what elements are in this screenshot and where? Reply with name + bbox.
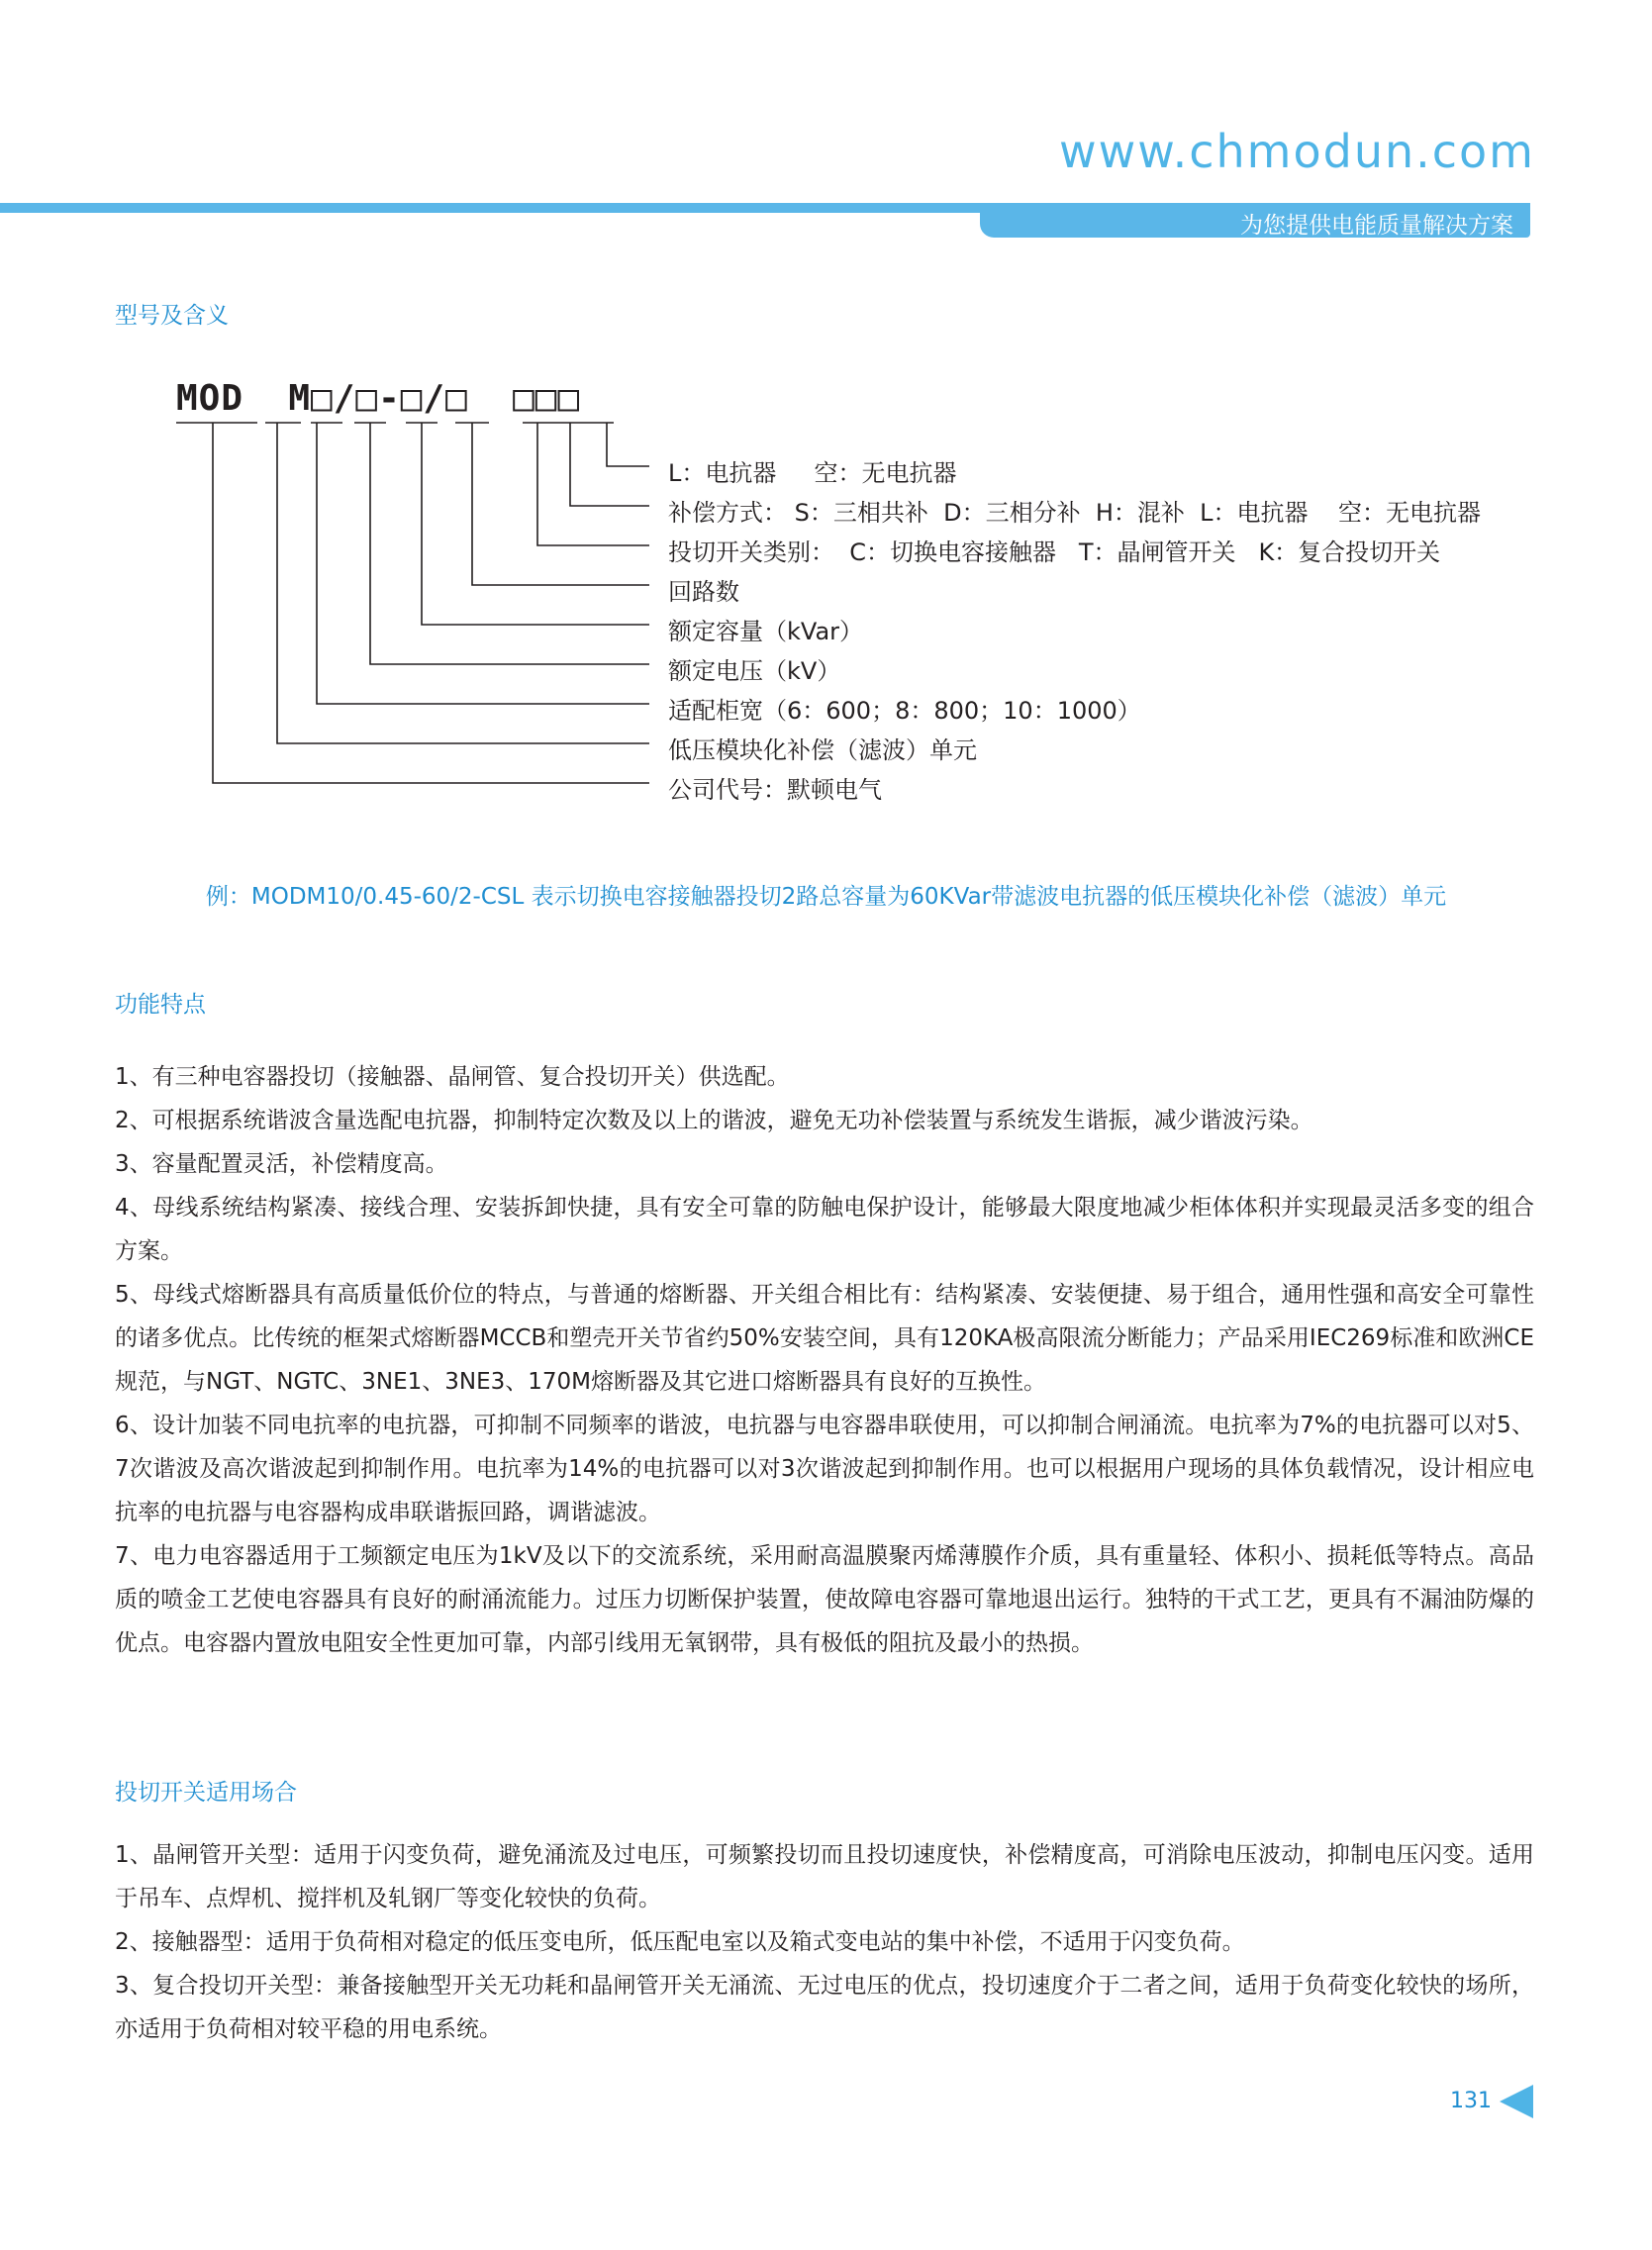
feature-item: 6、设计加装不同电抗率的电抗器，可抑制不同频率的谐波，电抗器与电容器串联使用，可以抑制合闸涌流。电抗率为7%的电抗器可以对5、7次谐波及高次谐波起到抑制作用。电抗率为14%的电抗器可以对3次谐波起到抑制作用。也可以根据用户现场的具体负载情况，设计相应电抗率的电抗器与电容器构成串联谐振回路，调谐滤波。 (115, 1413, 1534, 1525)
tagline: 为您提供电能质量解决方案 (1240, 213, 1513, 239)
legend-circuits: 回路数 (668, 578, 739, 606)
leader-width (317, 423, 649, 704)
legend-switch-type: 投切开关类别： C：切换电容接触器 T：晶闸管开关 K：复合投切开关 (668, 538, 1441, 566)
leader-module (277, 423, 649, 743)
page-arrow-icon (1500, 2085, 1533, 2118)
leader-capacity (422, 423, 649, 625)
application-item: 3、复合投切开关型：兼备接触型开关无功耗和晶闸管开关无涌流、无过电压的优点，投切速度介于二者之间，适用于负荷变化较快的场所，亦适用于负荷相对较平稳的用电系统。 (115, 1973, 1534, 2042)
model-code: MOD M□/□-□/□ □□□ (176, 378, 581, 419)
page-number: 131 (1450, 2089, 1492, 2113)
model-example: 例：MODM10/0.45-60/2-CSL 表示切换电容接触器投切2路总容量为60KVar带滤波电抗器的低压模块化补偿（滤波）单元 (205, 884, 1447, 910)
feature-item: 7、电力电容器适用于工频额定电压为1kV及以下的交流系统，采用耐高温膜聚丙烯薄膜作介质，具有重量轻、体积小、损耗低等特点。高品质的喷金工艺使电容器具有良好的耐涌流能力。过压力切断保护装置，使故障电容器可靠地退出运行。独特的干式工艺，更具有不漏油防爆的优点。电容器内置放电阻安全性更加可靠，内部引线用无氧钢带，具有极低的阻抗及最小的热损。 (115, 1543, 1534, 1656)
legend-company: 公司代号：默顿电气 (668, 776, 882, 804)
section-heading-features: 功能特点 (115, 992, 206, 1018)
leader-compensation (570, 423, 649, 506)
feature-item: 3、容量配置灵活，补偿精度高。 (115, 1151, 448, 1177)
legend-compensation: 补偿方式： S：三相共补 D：三相分补 H：混补 L：电抗器 空：无电抗器 (668, 499, 1482, 527)
section-heading-model: 型号及含义 (115, 303, 229, 329)
legend-reactor: L：电抗器 空：无电抗器 (668, 459, 957, 487)
legend-module: 低压模块化补偿（滤波）单元 (668, 736, 977, 764)
application-item: 2、接触器型：适用于负荷相对稳定的低压变电所，低压配电室以及箱式变电站的集中补偿，不适用于闪变负荷。 (115, 1929, 1245, 1955)
section-heading-switch-applications: 投切开关适用场合 (115, 1780, 297, 1806)
leader-company (213, 423, 649, 783)
feature-item: 1、有三种电容器投切（接触器、晶闸管、复合投切开关）供选配。 (115, 1064, 790, 1090)
leader-circuits (472, 423, 649, 585)
leader-reactor (607, 423, 649, 466)
legend-width: 适配柜宽（6：600；8：800；10：1000） (668, 697, 1141, 725)
application-item: 1、晶闸管开关型：适用于闪变负荷，避免涌流及过电压，可频繁投切而且投切速度快，补偿精度高，可消除电压波动，抑制电压闪变。适用于吊车、点焊机、搅拌机及轧钢厂等变化较快的负荷。 (115, 1842, 1534, 1911)
website-url[interactable]: www.chmodun.com (1058, 125, 1535, 178)
leader-switch-type (537, 423, 649, 545)
feature-item: 2、可根据系统谐波含量选配电抗器，抑制特定次数及以上的谐波，避免无功补偿装置与系统发生谐振，减少谐波污染。 (115, 1108, 1313, 1133)
legend-capacity: 额定容量（kVar） (668, 618, 864, 645)
legend-voltage: 额定电压（kV） (668, 657, 841, 685)
feature-item: 4、母线系统结构紧凑、接线合理、安装拆卸快捷，具有安全可靠的防触电保护设计，能够最大限度地减少柜体体积并实现最灵活多变的组合方案。 (115, 1195, 1534, 1264)
feature-item: 5、母线式熔断器具有高质量低价位的特点，与普通的熔断器、开关组合相比有：结构紧凑、安装便捷、易于组合，通用性强和高安全可靠性的诸多优点。比传统的框架式熔断器MCCB和塑壳开关节省约50%安装空间，具有120KA极高限流分断能力；产品采用IEC269标准和欧洲CE规范，与NGT、NGTC、3NE1、3NE3、170M熔断器及其它进口熔断器具有良好的互换性。 (115, 1282, 1534, 1395)
